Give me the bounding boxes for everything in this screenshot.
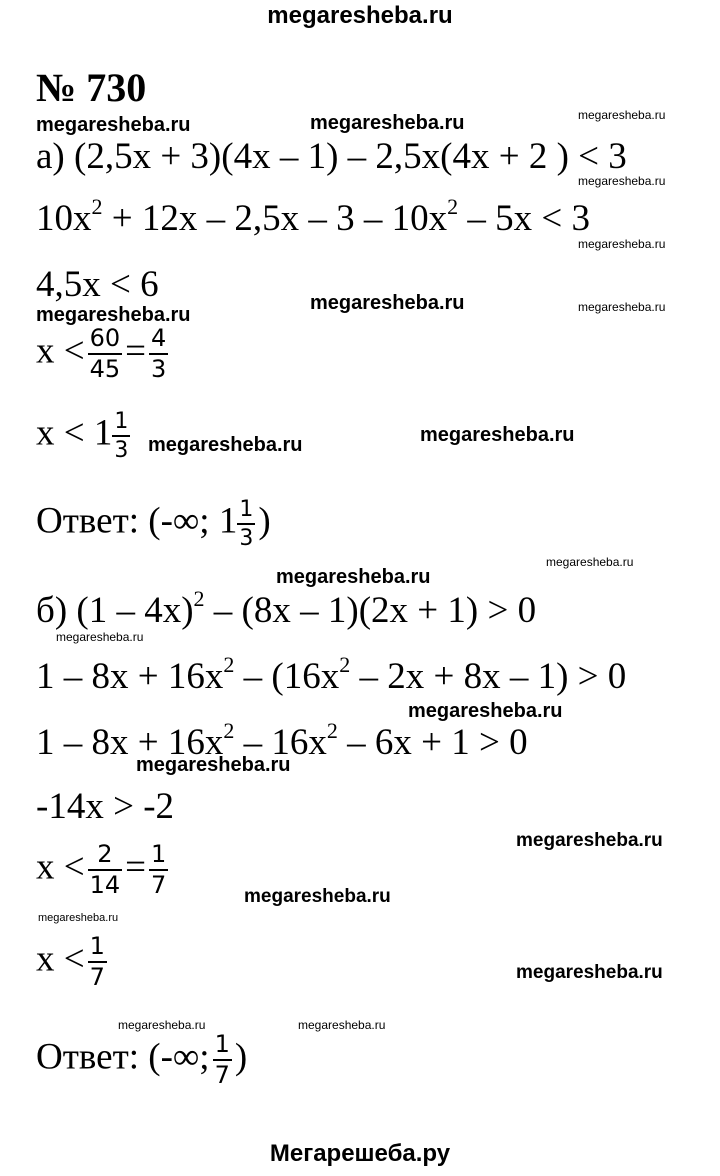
fraction: $\frac{1}{7}$ [89,932,105,992]
watermark: megaresheba.ru [310,112,465,134]
part-b-answer: Ответ: (-∞; $\frac{1}{7}$ ) [36,1030,248,1090]
watermark: megaresheba.ru [578,108,666,122]
part-a-line-5: x < 1 $\frac{1}{3}$ [36,409,129,464]
watermark: megaresheba.ru [36,114,191,136]
fraction: $\frac{2}{14}$ [89,840,121,900]
fraction: $\frac{1}{3}$ [239,497,254,552]
footer-site-name: Мегарешеба.ру [269,1140,451,1167]
watermark: megaresheba.ru [298,1018,386,1032]
part-b-line-1: б) (1 – 4x)$^2$ – (8x – 1)(2x + 1) > 0 [36,586,537,631]
watermark: megaresheba.ru [420,424,575,446]
watermark: megaresheba.ru [244,886,391,907]
watermark: megaresheba.ru [516,962,663,983]
watermark: megaresheba.ru [578,174,666,188]
part-a-line-1: а) (2,5x + 3)(4x – 1) – 2,5x(4x + 2 ) < 3 [36,136,627,177]
watermark: megaresheba.ru [38,912,119,924]
watermark: megaresheba.ru [516,830,663,851]
fraction: $\frac{1}{3}$ [114,409,129,464]
watermark: megaresheba.ru [408,700,563,722]
part-a-answer: Ответ: (-∞; 1 $\frac{1}{3}$ ) [36,497,271,552]
fraction: $\frac{1}{7}$ [214,1030,230,1090]
watermark: megaresheba.ru [36,304,191,326]
watermark: megaresheba.ru [276,566,431,588]
fraction: $\frac{1}{7}$ [151,840,167,900]
part-a-line-2: $10x^2 + 12x - 2,5x - 3 - 10x^2 - 5x < 3$ [36,194,590,239]
part-b-line-5: x < $\frac{2}{14}$ = $\frac{1}{7}$ [36,840,167,900]
fraction: $\frac{60}{45}$ [89,324,121,384]
part-b-line-4: -14x > -2 [36,786,175,827]
watermark: megaresheba.ru [56,630,144,644]
part-a-line-3: 4,5x < 6 [36,264,159,305]
watermark: megaresheba.ru [546,555,634,569]
watermark: megaresheba.ru [310,292,465,314]
part-a-line-4: x < $\frac{60}{45}$ = $\frac{4}{3}$ [36,324,167,384]
watermark: megaresheba.ru [578,237,666,251]
part-b-line-6: x < $\frac{1}{7}$ [36,932,105,992]
header-site-name: megaresheba.ru [267,2,453,29]
watermark: megaresheba.ru [136,754,291,776]
part-b-line-2: $1 - 8x + 16x^2 - (16x^2 - 2x + 8x - 1) > 0$ [36,652,627,697]
watermark: megaresheba.ru [148,434,303,456]
fraction: $\frac{4}{3}$ [151,324,167,384]
watermark: megaresheba.ru [578,300,666,314]
watermark: megaresheba.ru [118,1018,206,1032]
part-b-line-3: $1 - 8x + 16x^2 - 16x^2 - 6x + 1 > 0$ [36,718,528,763]
problem-number: № 730 [36,65,147,110]
